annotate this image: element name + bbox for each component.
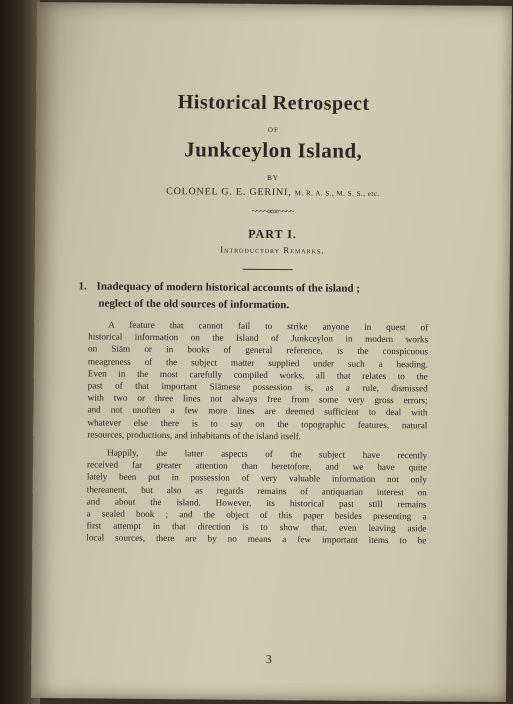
text-line: local sources, there are by no means a few important items to be — [86, 532, 427, 546]
text-line: and about the island. However, its historical past still remains — [86, 496, 427, 510]
author-name: COLONEL G. E. GERINI, — [166, 186, 292, 199]
text-line: received far greater attention than heretofore, and we have quite — [86, 459, 428, 473]
text-line: with two or three lines not always free from some very gross errors; — [87, 392, 428, 406]
text-line: whatever else there is to say on the topographic features, natural — [87, 417, 428, 430]
paragraph-1 — [87, 318, 428, 443]
text-line: lately been put in possession of very valuable information not only — [86, 471, 427, 485]
text-line: A feature that cannot fail to strike anyone in quest of — [108, 319, 429, 333]
text-line: thereanent, but also as regards remains of antiquarian interest on — [86, 484, 427, 498]
text-line: Happily, the latter aspects of the subject have recently — [107, 447, 428, 461]
body-text — [86, 318, 428, 553]
section-number: 1. — [78, 280, 87, 293]
author-degrees: M. R. A. S., M. S. S., etc. — [294, 189, 380, 198]
book-page — [31, 2, 512, 702]
page-number: 3 — [265, 651, 272, 667]
section-rule — [243, 269, 293, 270]
title-line-1: Historical Retrospect — [177, 91, 370, 115]
text-line: resources, productions, and inhabitants of the island itself. — [87, 429, 302, 442]
text-line: historical information on the Island of Junkceylon in modern works — [88, 331, 429, 345]
author-line — [35, 185, 510, 200]
ornament-divider: ~~~~∞∞~~~~ — [251, 205, 294, 217]
text-line: first attempt in that direction is to show that, even leaving aside — [86, 520, 427, 534]
byline-by: BY — [267, 173, 279, 183]
title-connector-of: OF — [267, 125, 279, 135]
text-line: a sealed book ; and the object of this paper besides presenting a — [86, 508, 427, 522]
title-line-2: Junkceylon Island, — [184, 137, 363, 163]
section-heading-line-2: neglect of the old sources of information. — [98, 297, 290, 312]
part-subtitle: Introductory Remarks. — [220, 244, 325, 256]
text-line: on Siām or in books of general reference, is the conspicuous — [87, 343, 429, 357]
part-heading: PART I. — [248, 226, 297, 242]
text-line: meagreness of the subject matter supplied under such a heading. — [87, 356, 428, 369]
section-heading-line-1: Inadequacy of modern historical accounts of the island ; — [96, 280, 361, 295]
text-line: past of that important Siāmese possession is, as a rule, dismissed — [87, 380, 428, 394]
text-line: and not unoften a few more lines are deemed sufficient to deal with — [87, 404, 428, 418]
section-heading — [78, 278, 418, 315]
paragraph-2 — [86, 446, 427, 547]
text-line: Even in the most carefully compiled works, all that relates to the — [87, 368, 428, 382]
